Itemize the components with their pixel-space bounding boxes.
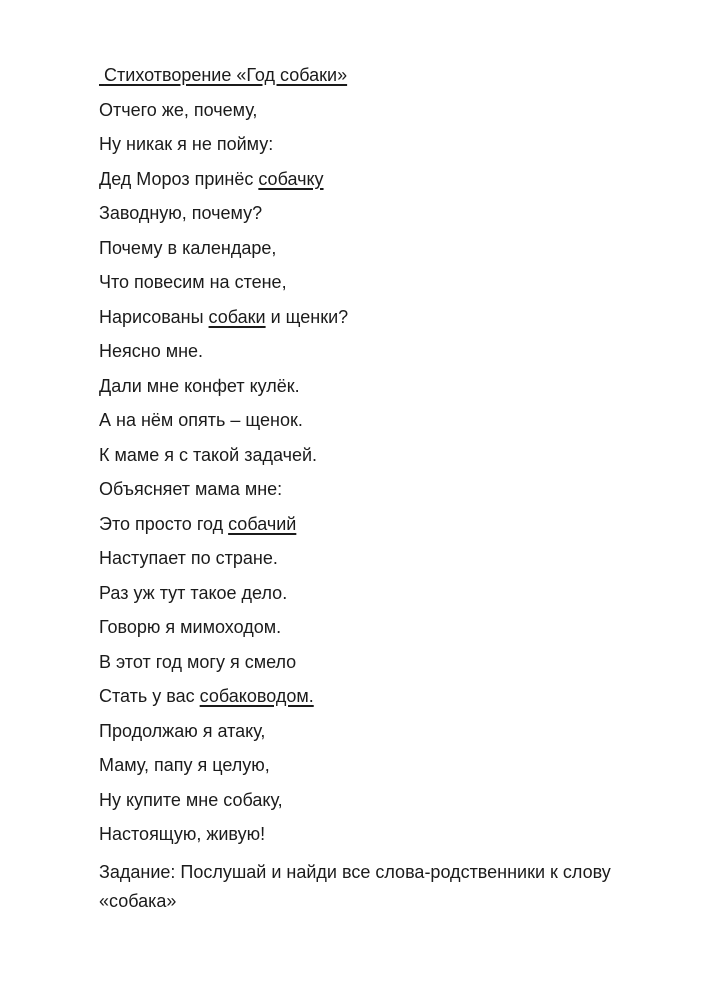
text-segment: Маму, папу я целую, (99, 755, 270, 775)
poem-line (99, 271, 619, 294)
text-segment: Неясно мне. (99, 341, 204, 361)
task-text (99, 858, 619, 916)
poem-line (99, 616, 619, 639)
text-segment: Нарисованы (99, 306, 209, 327)
poem-line (99, 582, 619, 605)
poem-line (99, 306, 619, 329)
text-segment: Ну никак я не пойму: (99, 134, 274, 154)
poem-line (99, 99, 619, 122)
poem-line (99, 237, 619, 260)
text-segment: Дали мне конфет кулёк. (99, 375, 300, 396)
underlined-word: собаки (208, 306, 266, 327)
text-segment: Стать у вас (99, 686, 200, 706)
poem-line (99, 720, 619, 743)
underlined-word: собачку (258, 168, 324, 189)
poem-line (99, 133, 619, 156)
poem-line (99, 651, 619, 674)
underlined-word: собачий (228, 513, 297, 534)
poem-line (99, 823, 619, 846)
poem-body (99, 99, 619, 847)
underlined-word: собаководом. (199, 686, 314, 706)
text-segment: Почему в календаре, (99, 237, 277, 258)
poem-line (99, 513, 619, 536)
poem-line (99, 754, 619, 777)
text-segment: В этот год могу я смело (99, 651, 297, 672)
poem-line (99, 168, 619, 191)
poem-line (99, 789, 619, 812)
document-content (99, 64, 619, 916)
text-segment: Что повесим на стене, (99, 272, 287, 292)
text-segment: Заводную, почему? (99, 203, 263, 223)
text-segment: Говорю я мимоходом. (99, 617, 282, 637)
poem-line (99, 478, 619, 501)
text-segment: Настоящую, живую! (99, 824, 266, 844)
text-segment: Отчего же, почему, (99, 99, 258, 120)
poem-line (99, 685, 619, 708)
poem-line (99, 444, 619, 467)
poem-line (99, 409, 619, 432)
text-segment: Наступает по стране. (99, 548, 278, 568)
text-segment: Дед Мороз принёс (99, 168, 259, 189)
underlined-word: Стихотворение «Год собаки» (99, 65, 348, 85)
text-segment: Это просто год (99, 513, 229, 534)
poem-line (99, 340, 619, 363)
text-segment: К маме я с такой задачей. (99, 444, 318, 465)
poem-line (99, 375, 619, 398)
text-segment: Ну купите мне собаку, (99, 789, 283, 810)
text-segment: и щенки? (265, 306, 349, 327)
text-segment: Раз уж тут такое дело. (99, 582, 288, 603)
text-segment: А на нём опять – щенок. (99, 410, 303, 430)
poem-title (99, 64, 619, 87)
task-line: «собака» (99, 890, 177, 911)
text-segment: Продолжаю я атаку, (99, 720, 266, 741)
task-line: Задание: Послушай и найди все слова-родственники к слову (99, 861, 611, 882)
poem-line (99, 547, 619, 570)
poem-line (99, 202, 619, 225)
text-segment: Объясняет мама мне: (99, 479, 283, 499)
